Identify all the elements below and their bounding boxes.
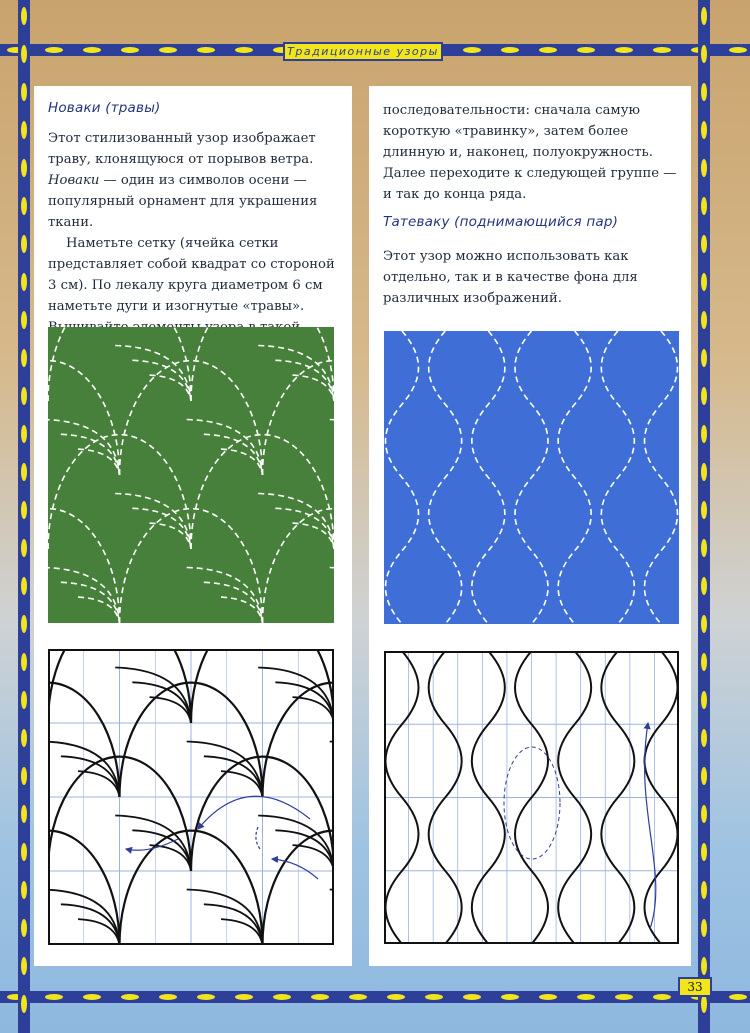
border-ornament [197,994,215,1000]
sequence-continuation [383,100,679,205]
border-ornament [425,994,443,1000]
border-ornament [121,47,139,53]
border-ornament [701,995,707,1013]
border-ornament [159,47,177,53]
section-title-label: Традиционные узоры [283,42,443,61]
border-ornament [21,919,27,937]
novaki-stitched-sample [48,327,334,623]
border-ornament [701,45,707,63]
border-ornament [539,47,557,53]
border-ornament [701,843,707,861]
border-ornament [615,47,633,53]
border-ornament [701,311,707,329]
border-ornament [577,994,595,1000]
border-ornament [21,83,27,101]
border-ornament [701,653,707,671]
border-ornament [463,47,481,53]
border-ornament [653,994,671,1000]
border-ornament [701,7,707,25]
page-number: 33 [678,977,712,997]
border-ornament [701,235,707,253]
border-ornament [21,577,27,595]
border-ornament [21,539,27,557]
border-ornament [701,501,707,519]
novaki-fabric-background [48,327,334,623]
border-ornament [121,994,139,1000]
border-ornament [701,83,707,101]
border-ornament [21,767,27,785]
border-ornament [701,919,707,937]
novaki-heading: Новаки (травы) [48,100,161,116]
border-ornament [21,273,27,291]
novaki-intro-rest: — один из символов осени — популярный орнамент для украшения ткани. [48,173,318,230]
border-ornament [729,47,747,53]
left-border [18,0,30,1033]
novaki-paragraph-2: Наметьте сетку (ячейка сетки представляет собой квадрат со стороной 3 см). По лекалу круга диаметром 6 см наметьте дуги и изогнутые «травы». [48,236,335,314]
border-ornament [21,387,27,405]
border-ornament [45,47,63,53]
border-ornament [701,273,707,291]
border-ornament [701,539,707,557]
tatewaku-grid-diagram [384,651,679,944]
border-ornament [83,994,101,1000]
right-border-pattern [698,0,710,1033]
border-ornament [349,994,367,1000]
border-ornament [21,7,27,25]
right-border [698,0,710,1033]
border-ornament [701,577,707,595]
border-ornament [21,349,27,367]
left-border-pattern [18,0,30,1033]
border-ornament [701,121,707,139]
border-ornament [501,994,519,1000]
border-ornament [701,197,707,215]
novaki-paragraph-1 [48,128,340,233]
border-ornament [701,425,707,443]
border-ornament [701,729,707,747]
border-ornament [21,463,27,481]
border-ornament [21,805,27,823]
border-ornament [311,994,329,1000]
border-ornament [577,47,595,53]
border-ornament [21,615,27,633]
border-ornament [21,995,27,1013]
border-ornament [653,47,671,53]
border-ornament [235,994,253,1000]
border-ornament [701,615,707,633]
sequence-paragraph: последовательности: сначала самую короткую «травинку», затем более длинную и, наконец, полуокружность. Далее переходите к следующей группе — и так до конца ряда. [383,103,677,202]
tatewaku-stitched-sample [384,331,679,624]
bottom-border-pattern [0,991,750,1003]
border-ornament [197,47,215,53]
border-ornament [615,994,633,1000]
border-ornament [387,994,405,1000]
tatewaku-paragraph: Этот узор можно использовать как отдельно, так и в качестве фона для различных изображений. [383,249,638,306]
border-ornament [21,159,27,177]
border-ornament [21,653,27,671]
border-ornament [159,994,177,1000]
border-ornament [21,235,27,253]
border-ornament [701,881,707,899]
border-ornament [21,691,27,709]
border-ornament [701,463,707,481]
border-ornament [273,994,291,1000]
tatewaku-description [383,246,679,309]
border-ornament [701,159,707,177]
novaki-term: Новаки [48,173,100,188]
border-ornament [21,425,27,443]
border-ornament [701,349,707,367]
border-ornament [21,121,27,139]
border-ornament [21,729,27,747]
border-ornament [539,994,557,1000]
border-ornament [463,994,481,1000]
border-ornament [21,957,27,975]
border-ornament [21,197,27,215]
border-ornament [701,691,707,709]
border-ornament [21,311,27,329]
border-ornament [21,881,27,899]
border-ornament [701,805,707,823]
border-ornament [729,994,747,1000]
border-ornament [701,387,707,405]
novaki-description [48,128,340,338]
novaki-grid-diagram [48,649,334,945]
border-ornament [235,47,253,53]
border-ornament [501,47,519,53]
border-ornament [83,47,101,53]
tatewaku-heading: Татеваку (поднимающийся пар) [383,214,619,230]
bottom-border [0,991,750,1003]
border-ornament [701,767,707,785]
border-ornament [21,501,27,519]
border-ornament [21,843,27,861]
border-ornament [21,45,27,63]
border-ornament [45,994,63,1000]
novaki-intro-text: Этот стилизованный узор изображает траву, клонящуюся от порывов ветра. [48,131,316,167]
border-ornament [701,957,707,975]
